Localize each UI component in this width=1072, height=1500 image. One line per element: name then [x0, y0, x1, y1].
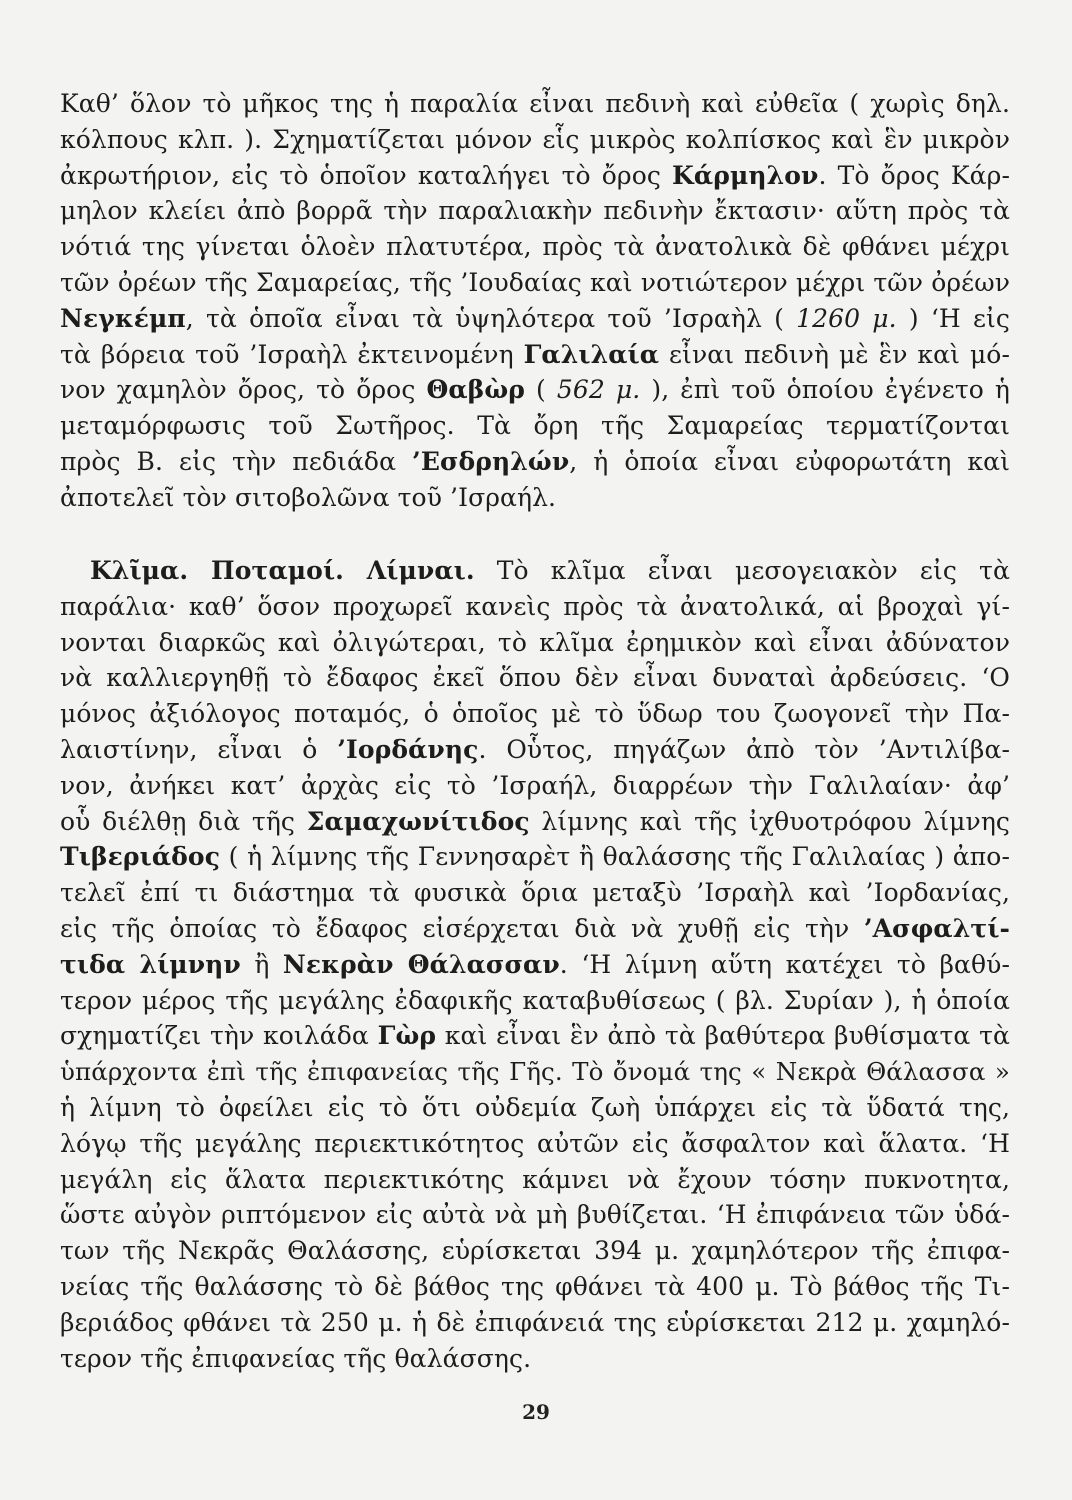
bold-term-nekran-thalassan: Νεκρὰν Θάλασσαν — [282, 949, 560, 979]
text-line: τερον μέρος τῆς μεγάλης ἐδαφικῆς καταβυθίσεως ( βλ. Συρίαν ), ἡ ὁποία — [60, 985, 1010, 1015]
text-line: νότιά της γίνεται ὁλοὲν πλατυτέρα, πρὸς τὰ ἀνατολικὰ δὲ φθάνει μέχρι — [60, 232, 1010, 262]
bold-term-galilaia: Γαλιλαία — [523, 339, 660, 369]
bold-term-limnin: τιδα λίμνην — [60, 949, 241, 979]
text-line: λόγῳ τῆς μεγάλης περιεκτικότητος αὐτῶν εἰς ἄσφαλτον καὶ ἅλατα. ‘Η — [60, 1128, 1010, 1158]
text-line: μηλον κλείει ἀπὸ βορρᾶ τὴν παραλιακὴν πεδινὴν ἔκτασιν· αὕτη πρὸς τὰ — [60, 196, 1010, 226]
section-heading-klima: Κλῖμα. Ποταμοί. Λίμναι. — [90, 556, 475, 585]
bold-term-esdrilon: ’Εσδρηλών — [412, 446, 570, 476]
bold-term-asfaltitida: ’Ασφαλτί- — [863, 913, 1010, 943]
text-line: νονται διαρκῶς καὶ ὀλιγώτεραι, τὸ κλῖμα ἐρημικὸν καὶ εἶναι ἀδύνατον — [60, 627, 1010, 657]
text-line: νον, ἀνήκει κατ’ ἀρχὰς εἰς τὸ ’Ισραήλ, διαρρέων τὴν Γαλιλαίαν· ἀφ’ — [60, 770, 1010, 800]
text-line: ἀποτελεῖ τὸν σιτοβολῶνα τοῦ ’Ισραήλ. — [60, 482, 557, 512]
text-line: μεταμόρφωσις τοῦ Σωτῆρος. Τὰ ὄρη τῆς Σαμαρείας τερματίζονται — [60, 411, 1010, 441]
text-line: Κλῖμα. Ποταμοί. Λίμναι. Τὸ κλῖμα εἶναι μεσογειακὸν εἰς τὰ — [90, 556, 1010, 585]
text-line: ἡ λίμνη τὸ ὀφείλει εἰς τὸ ὅτι οὐδεμία ζωὴ ὑπάρχει εἰς τὰ ὕδατά της, — [60, 1092, 1010, 1122]
text-line: πρὸς Β. εἰς τὴν πεδιάδα ’Εσδρηλών, ἡ ὁποία εἶναι εὐφορωτάτη καὶ — [60, 446, 1010, 476]
bold-term-thavor: Θαβὼρ — [426, 375, 525, 405]
text-line: Νεγκέμπ, τὰ ὁποῖα εἶναι τὰ ὑψηλότερα τοῦ ’Ισραὴλ ( 1260 μ. ) ‘Η εἰς — [60, 303, 1010, 333]
text-line: τελεῖ ἐπί τι διάστημα τὰ φυσικὰ ὅρια μεταξὺ ’Ισραὴλ καὶ ’Ιορδανίας, — [60, 878, 1010, 908]
bold-term-iordanis: ’Ιορδάνης — [337, 734, 479, 764]
page-number: 29 — [522, 1400, 550, 1424]
text-line: νείας τῆς θαλάσσης τὸ δὲ βάθος της φθάνει τὰ 400 μ. Τὸ βάθος τῆς Τι- — [60, 1271, 1010, 1301]
text-line: των τῆς Νεκρᾶς Θαλάσσης, εὑρίσκεται 394 μ. χαμηλότερον τῆς ἐπιφα- — [60, 1236, 1010, 1266]
bold-term-negev: Νεγκέμπ — [60, 303, 186, 333]
text-line: κόλπους κλπ. ). Σχηματίζεται μόνον εἷς μικρὸς κολπίσκος καὶ ἓν μικρὸν — [60, 124, 1010, 154]
text-line: βεριάδος φθάνει τὰ 250 μ. ἡ δὲ ἐπιφάνειά της εὑρίσκεται 212 μ. χαμηλό- — [60, 1307, 1010, 1337]
italic-elevation-562: 562 μ. — [556, 375, 641, 405]
text-line: Καθ’ ὅλον τὸ μῆκος της ἡ παραλία εἶναι πεδινὴ καὶ εὐθεῖα ( χωρὶς δηλ. — [60, 89, 1010, 118]
paragraph-climate-rivers-lakes — [60, 553, 1010, 1376]
text-line: μόνος ἀξιόλογος ποταμός, ὁ ὁποῖος μὲ τὸ ὕδωρ του ζωογονεῖ τὴν Πα- — [60, 699, 1010, 729]
text-line: ὑπάρχοντα ἐπὶ τῆς ἐπιφανείας τῆς Γῆς. Τὸ ὄνομά της « Νεκρὰ Θάλασσα » — [60, 1057, 1010, 1087]
text-line: ἀκρωτήριον, εἰς τὸ ὁποῖον καταλήγει τὸ ὄρος Κάρμηλον. Τὸ ὄρος Κάρ- — [60, 160, 1011, 190]
text-line: νον χαμηλὸν ὄρος, τὸ ὄρος Θαβὼρ ( 562 μ. ), ἐπὶ τοῦ ὁποίου ἐγένετο ἡ — [60, 375, 1011, 405]
text-line: νὰ καλλιεργηθῇ τὸ ἔδαφος ἐκεῖ ὅπου δὲν εἶναι δυναταὶ ἀρδεύσεις. ‘Ο — [60, 663, 1010, 693]
text-line: Τιβεριάδος ( ἡ λίμνης τῆς Γεννησαρὲτ ἢ θαλάσσης τῆς Γαλιλαίας ) ἀπο- — [60, 842, 1010, 872]
text-line: εἰς τῆς ὁποίας τὸ ἔδαφος εἰσέρχεται διὰ νὰ χυθῇ εἰς τὴν ’Ασφαλτί- — [60, 913, 1010, 943]
bold-term-gor: Γὼρ — [377, 1021, 437, 1051]
text-line: οὗ διέλθῃ διὰ τῆς Σαμαχωνίτιδος λίμνης καὶ τῆς ἰχθυοτρόφου λίμνης — [60, 806, 1011, 836]
text-line: τιδα λίμνην ἢ Νεκρὰν Θάλασσαν. ‘Η λίμνη αὕτη κατέχει τὸ βαθύ- — [60, 949, 1011, 979]
text-line: τερον τῆς ἐπιφανείας τῆς θαλάσσης. — [60, 1343, 532, 1373]
paragraph-coast-and-mountains — [60, 86, 1010, 516]
text-line: σχηματίζει τὴν κοιλάδα Γὼρ καὶ εἶναι ἓν ἀπὸ τὰ βαθύτερα βυθίσματα τὰ — [60, 1021, 1011, 1051]
text-line: τὰ βόρεια τοῦ ’Ισραὴλ ἐκτεινομένη Γαλιλαία εἶναι πεδινὴ μὲ ἓν καὶ μό- — [60, 339, 1010, 369]
bold-term-samachonitidos: Σαμαχωνίτιδος — [306, 806, 530, 836]
italic-elevation-1260: 1260 μ. — [796, 303, 897, 333]
text-line: παράλια· καθ’ ὅσον προχωρεῖ κανεὶς πρὸς τὰ ἀνατολικά, αἱ βροχαὶ γί- — [60, 591, 1010, 621]
text-line: τῶν ὀρέων τῆς Σαμαρείας, τῆς ’Ιουδαίας καὶ νοτιώτερον μέχρι τῶν ὀρέων — [60, 267, 1010, 297]
text-line: λαιστίνην, εἶναι ὁ ’Ιορδάνης. Οὗτος, πηγάζων ἀπὸ τὸν ’Αντιλίβα- — [60, 734, 1010, 764]
bold-term-tiveriados: Τιβεριάδος — [60, 842, 221, 872]
bold-term-karmilon: Κάρμηλον — [672, 160, 819, 190]
text-line: μεγάλη εἰς ἅλατα περιεκτικότης κάμνει νὰ ἔχουν τόσην πυκνοτητα, — [60, 1164, 1010, 1194]
text-line: ὥστε αὐγὸν ριπτόμενον εἰς αὐτὰ νὰ μὴ βυθίζεται. ‘Η ἐπιφάνεια τῶν ὑδά- — [60, 1200, 1010, 1230]
